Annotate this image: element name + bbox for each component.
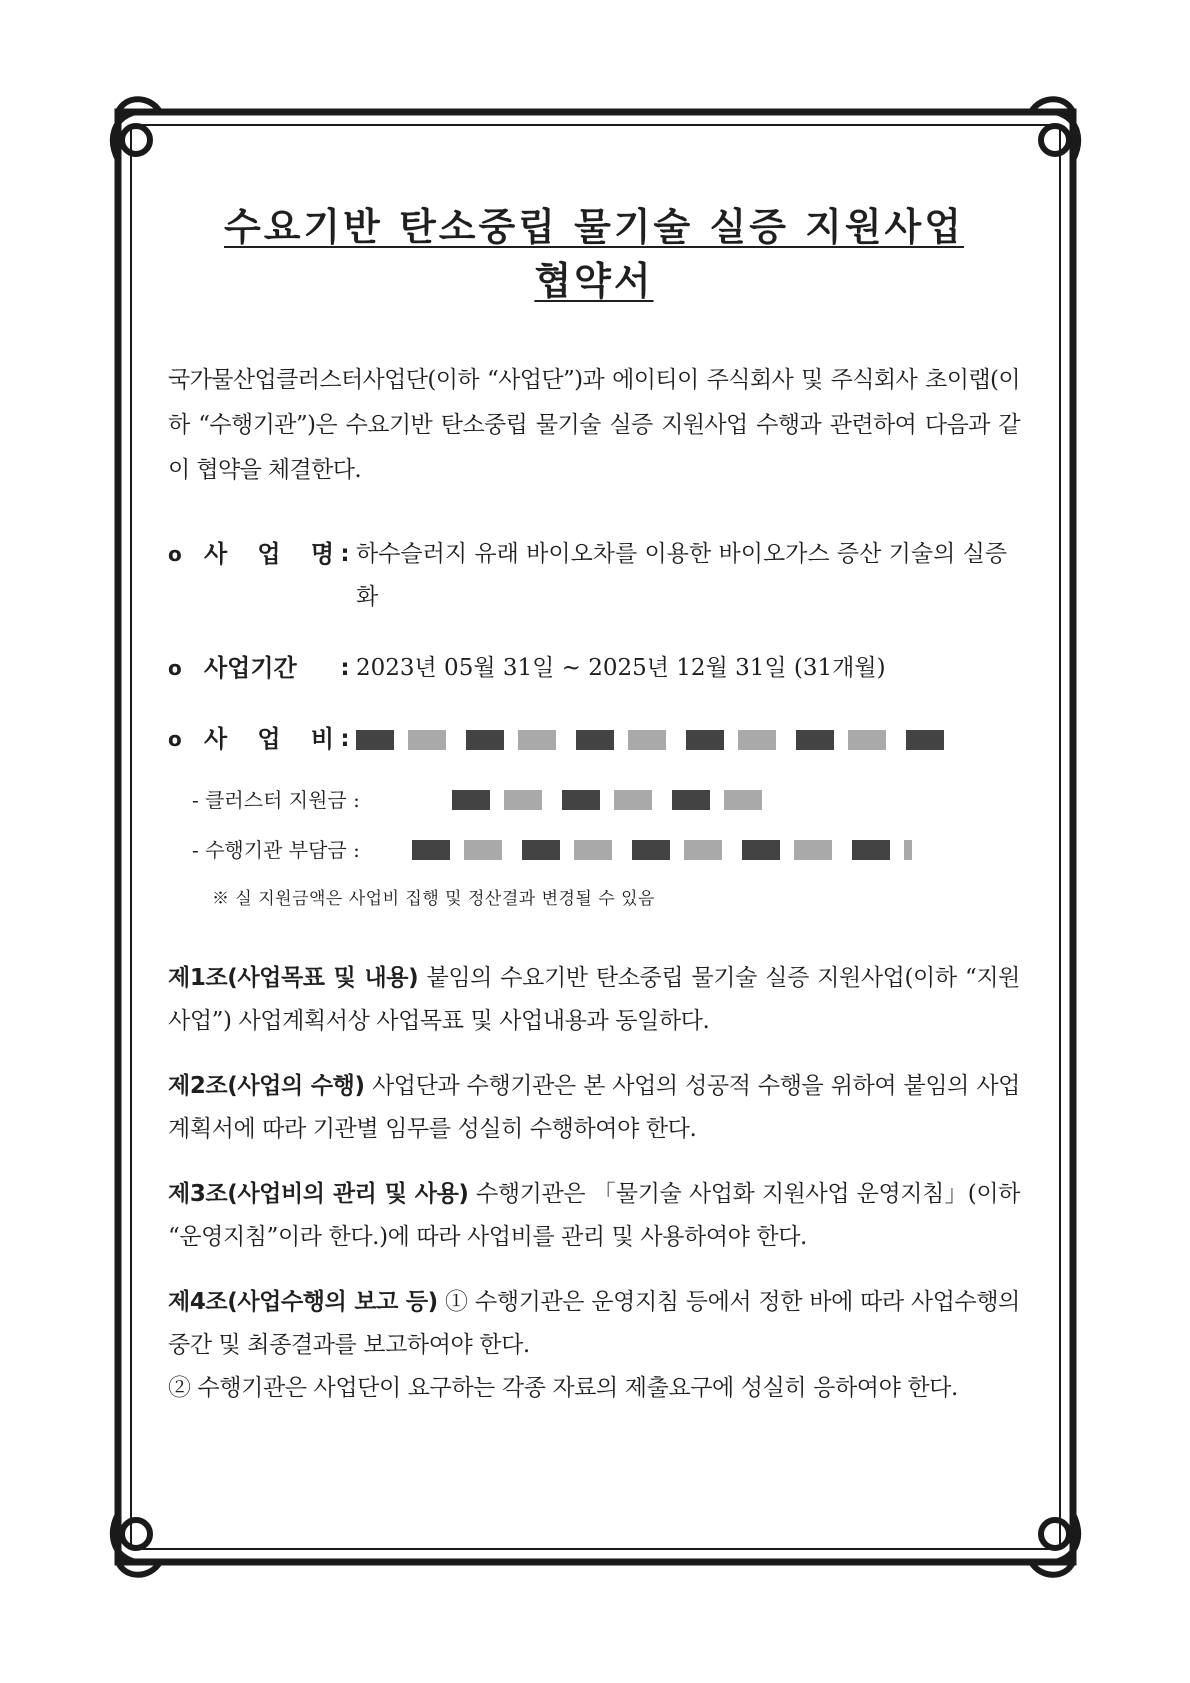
redaction-bar bbox=[452, 790, 782, 810]
article-heading: 제2조(사업의 수행) bbox=[168, 1073, 365, 1099]
cost-breakdown bbox=[168, 775, 1020, 875]
bullet-icon: o bbox=[168, 542, 182, 566]
project-cost-row bbox=[168, 718, 1020, 761]
article-3 bbox=[168, 1173, 1020, 1259]
article-body: 붙임의 수요기반 탄소중립 물기술 실증 지원사업(이하 “지원사업”) 사업계획서상 사업목표 및 사업내용과 동일하다. bbox=[168, 965, 1020, 1034]
article-heading: 제3조(사업비의 관리 및 사용) bbox=[168, 1181, 469, 1207]
title-line-1: 수요기반 탄소중립 물기술 실증 지원사업 bbox=[224, 205, 964, 249]
article-4 bbox=[168, 1281, 1020, 1410]
preamble-paragraph: 국가물산업클러스터사업단(이하 “사업단”)과 에이티이 주식회사 및 주식회사 초이랩(이하 “수행기관”)은 수요기반 탄소중립 물기술 실증 지원사업 수행과 관련하여 다음과 같이 협약을 체결한다. bbox=[168, 367, 1020, 483]
document-title bbox=[168, 200, 1020, 308]
colon: : bbox=[340, 655, 350, 681]
project-cost-label: 사 업 비 bbox=[204, 725, 334, 753]
cost-note: ※ 실 지원금액은 사업비 집행 및 정산결과 변경될 수 있음 bbox=[212, 889, 655, 909]
project-period-label: 사업기간 bbox=[204, 654, 297, 682]
project-info bbox=[168, 533, 1020, 919]
project-cost-value-redacted bbox=[356, 718, 1020, 761]
project-name-label: 사 업 명 bbox=[204, 540, 334, 568]
article-body: 수행기관은 「물기술 사업화 지원사업 운영지침」(이하 “운영지침”이라 한다.)에 따라 사업비를 관리 및 사용하여야 한다. bbox=[168, 1181, 1020, 1250]
colon: : bbox=[340, 541, 350, 567]
project-period-value: 2023년 05월 31일 ~ 2025년 12월 31일 (31개월) bbox=[356, 655, 886, 681]
project-period-row bbox=[168, 647, 1020, 690]
bullet-icon: o bbox=[168, 656, 182, 680]
title-line-2: 협약서 bbox=[534, 259, 654, 303]
article-heading: 제4조(사업수행의 보고 등) bbox=[168, 1289, 438, 1315]
article-body: 사업단과 수행기관은 본 사업의 성공적 수행을 위하여 붙임의 사업계획서에 따라 기관별 임무를 성실히 수행하여야 한다. bbox=[168, 1073, 1020, 1142]
bullet-icon: o bbox=[168, 727, 182, 751]
article-2 bbox=[168, 1065, 1020, 1151]
redaction-bar bbox=[412, 840, 912, 860]
agreement-document bbox=[168, 200, 1020, 1432]
colon: : bbox=[340, 726, 350, 752]
institution-share-label: - 수행기관 부담금 : bbox=[192, 838, 360, 862]
articles bbox=[168, 957, 1020, 1410]
article-heading: 제1조(사업목표 및 내용) bbox=[168, 965, 419, 991]
project-name-row bbox=[168, 533, 1020, 619]
cluster-support-row bbox=[192, 775, 1020, 825]
redaction-bar bbox=[356, 730, 946, 750]
article-body-clause-2: ② 수행기관은 사업단이 요구하는 각종 자료의 제출요구에 성실히 응하여야 한다. bbox=[168, 1375, 958, 1401]
institution-share-row bbox=[192, 825, 1020, 875]
article-1 bbox=[168, 957, 1020, 1043]
article-body: ① 수행기관은 운영지침 등에서 정한 바에 따라 사업수행의 중간 및 최종결과를 보고하여야 한다. bbox=[168, 1289, 1020, 1358]
project-name-value: 하수슬러지 유래 바이오차를 이용한 바이오가스 증산 기술의 실증화 bbox=[356, 541, 1008, 610]
cluster-support-label: - 클러스터 지원금 : bbox=[192, 788, 360, 812]
